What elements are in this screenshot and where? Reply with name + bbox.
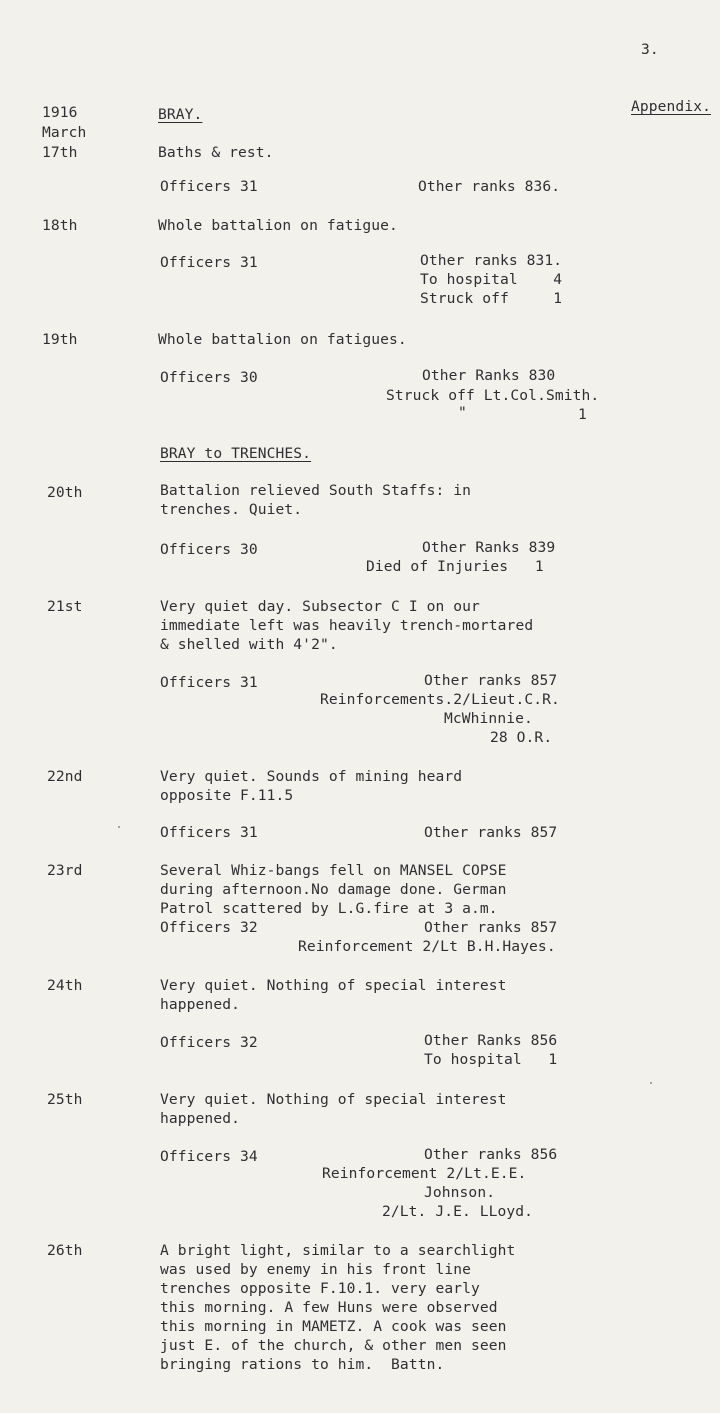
entry-date: 17th bbox=[42, 144, 78, 161]
reinforcements: Reinforcement 2/Lt B.H.Hayes. bbox=[298, 938, 556, 955]
entry-date: 25th bbox=[47, 1091, 83, 1108]
officers-count: Officers 32 bbox=[160, 1034, 258, 1051]
entry-text: Very quiet. Nothing of special interest bbox=[160, 977, 507, 994]
other-ranks: Other Ranks 839 bbox=[422, 539, 556, 556]
entry-text: A bright light, similar to a searchlight bbox=[160, 1242, 516, 1259]
ditto-mark: " bbox=[458, 404, 467, 421]
struck-off-count: 1 bbox=[578, 406, 587, 423]
reinforcements: Reinforcements.2/Lieut.C.R. bbox=[320, 691, 560, 708]
officers-count: Officers 32 bbox=[160, 919, 258, 936]
entry-text: during afternoon.No damage done. German bbox=[160, 881, 507, 898]
other-ranks: Other ranks 836. bbox=[418, 178, 561, 195]
other-ranks: Other ranks 831. bbox=[420, 252, 563, 269]
entry-text: Very quiet. Sounds of mining heard bbox=[160, 768, 463, 785]
entry-text: bringing rations to him. Battn. bbox=[160, 1356, 445, 1373]
entry-date: 24th bbox=[47, 977, 83, 994]
other-ranks: Other Ranks 830 bbox=[422, 367, 556, 384]
struck-off-count: Struck off 1 bbox=[420, 290, 563, 307]
entry-date: 21st bbox=[47, 598, 83, 615]
entry-text: Baths & rest. bbox=[158, 144, 274, 161]
entry-date: 26th bbox=[47, 1242, 83, 1259]
entry-text: happened. bbox=[160, 996, 240, 1013]
entry-text: Very quiet. Nothing of special interest bbox=[160, 1091, 507, 1108]
other-ranks: Other Ranks 856 bbox=[424, 1032, 558, 1049]
entry-text: Whole battalion on fatigue. bbox=[158, 217, 398, 234]
section-title-bray-to-trenches: BRAY to TRENCHES. bbox=[160, 445, 312, 462]
entry-date: 18th bbox=[42, 217, 78, 234]
reinforcements: Reinforcement 2/Lt.E.E. bbox=[322, 1165, 527, 1182]
other-ranks: Other ranks 857 bbox=[424, 672, 558, 689]
hospital-count: To hospital 1 bbox=[424, 1051, 558, 1068]
paper-speck bbox=[650, 1082, 652, 1084]
entry-text: just E. of the church, & other men seen bbox=[160, 1337, 507, 1354]
entry-date: 23rd bbox=[47, 862, 83, 879]
entry-text: immediate left was heavily trench-mortared bbox=[160, 617, 534, 634]
entry-text: Several Whiz-bangs fell on MANSEL COPSE bbox=[160, 862, 507, 879]
died-count: Died of Injuries 1 bbox=[366, 558, 544, 575]
entry-text: Patrol scattered by L.G.fire at 3 a.m. bbox=[160, 900, 498, 917]
reinforcement-name: 2/Lt. J.E. LLoyd. bbox=[382, 1203, 534, 1220]
officers-count: Officers 31 bbox=[160, 674, 258, 691]
section-title-bray: BRAY. bbox=[158, 106, 203, 123]
entry-text: happened. bbox=[160, 1110, 240, 1127]
year: 1916 bbox=[42, 104, 78, 121]
entry-text: trenches. Quiet. bbox=[160, 501, 303, 518]
entry-date: 20th bbox=[47, 484, 83, 501]
officers-count: Officers 31 bbox=[160, 824, 258, 841]
entry-date: 22nd bbox=[47, 768, 83, 785]
reinforcement-name: McWhinnie. bbox=[444, 710, 533, 727]
entry-text: this morning. A few Huns were observed bbox=[160, 1299, 498, 1316]
month: March bbox=[42, 124, 87, 141]
officers-count: Officers 31 bbox=[160, 178, 258, 195]
reinforcement-or: 28 O.R. bbox=[490, 729, 553, 746]
other-ranks: Other ranks 856 bbox=[424, 1146, 558, 1163]
paper-speck bbox=[118, 826, 120, 828]
other-ranks: Other ranks 857 bbox=[424, 824, 558, 841]
entry-text: was used by enemy in his front line bbox=[160, 1261, 472, 1278]
reinforcement-name: Johnson. bbox=[424, 1184, 496, 1201]
page-number: 3. bbox=[641, 41, 659, 58]
officers-count: Officers 30 bbox=[160, 369, 258, 386]
entry-text: trenches opposite F.10.1. very early bbox=[160, 1280, 480, 1297]
struck-off-note: Struck off Lt.Col.Smith. bbox=[386, 387, 600, 404]
hospital-count: To hospital 4 bbox=[420, 271, 563, 288]
entry-date: 19th bbox=[42, 331, 78, 348]
entry-text: opposite F.11.5 bbox=[160, 787, 294, 804]
officers-count: Officers 34 bbox=[160, 1148, 258, 1165]
entry-text: Battalion relieved South Staffs: in bbox=[160, 482, 472, 499]
entry-text: Whole battalion on fatigues. bbox=[158, 331, 407, 348]
entry-text: & shelled with 4'2". bbox=[160, 636, 338, 653]
officers-count: Officers 31 bbox=[160, 254, 258, 271]
entry-text: this morning in MAMETZ. A cook was seen bbox=[160, 1318, 507, 1335]
appendix-label: Appendix. bbox=[631, 98, 711, 115]
other-ranks: Other ranks 857 bbox=[424, 919, 558, 936]
officers-count: Officers 30 bbox=[160, 541, 258, 558]
entry-text: Very quiet day. Subsector C I on our bbox=[160, 598, 480, 615]
